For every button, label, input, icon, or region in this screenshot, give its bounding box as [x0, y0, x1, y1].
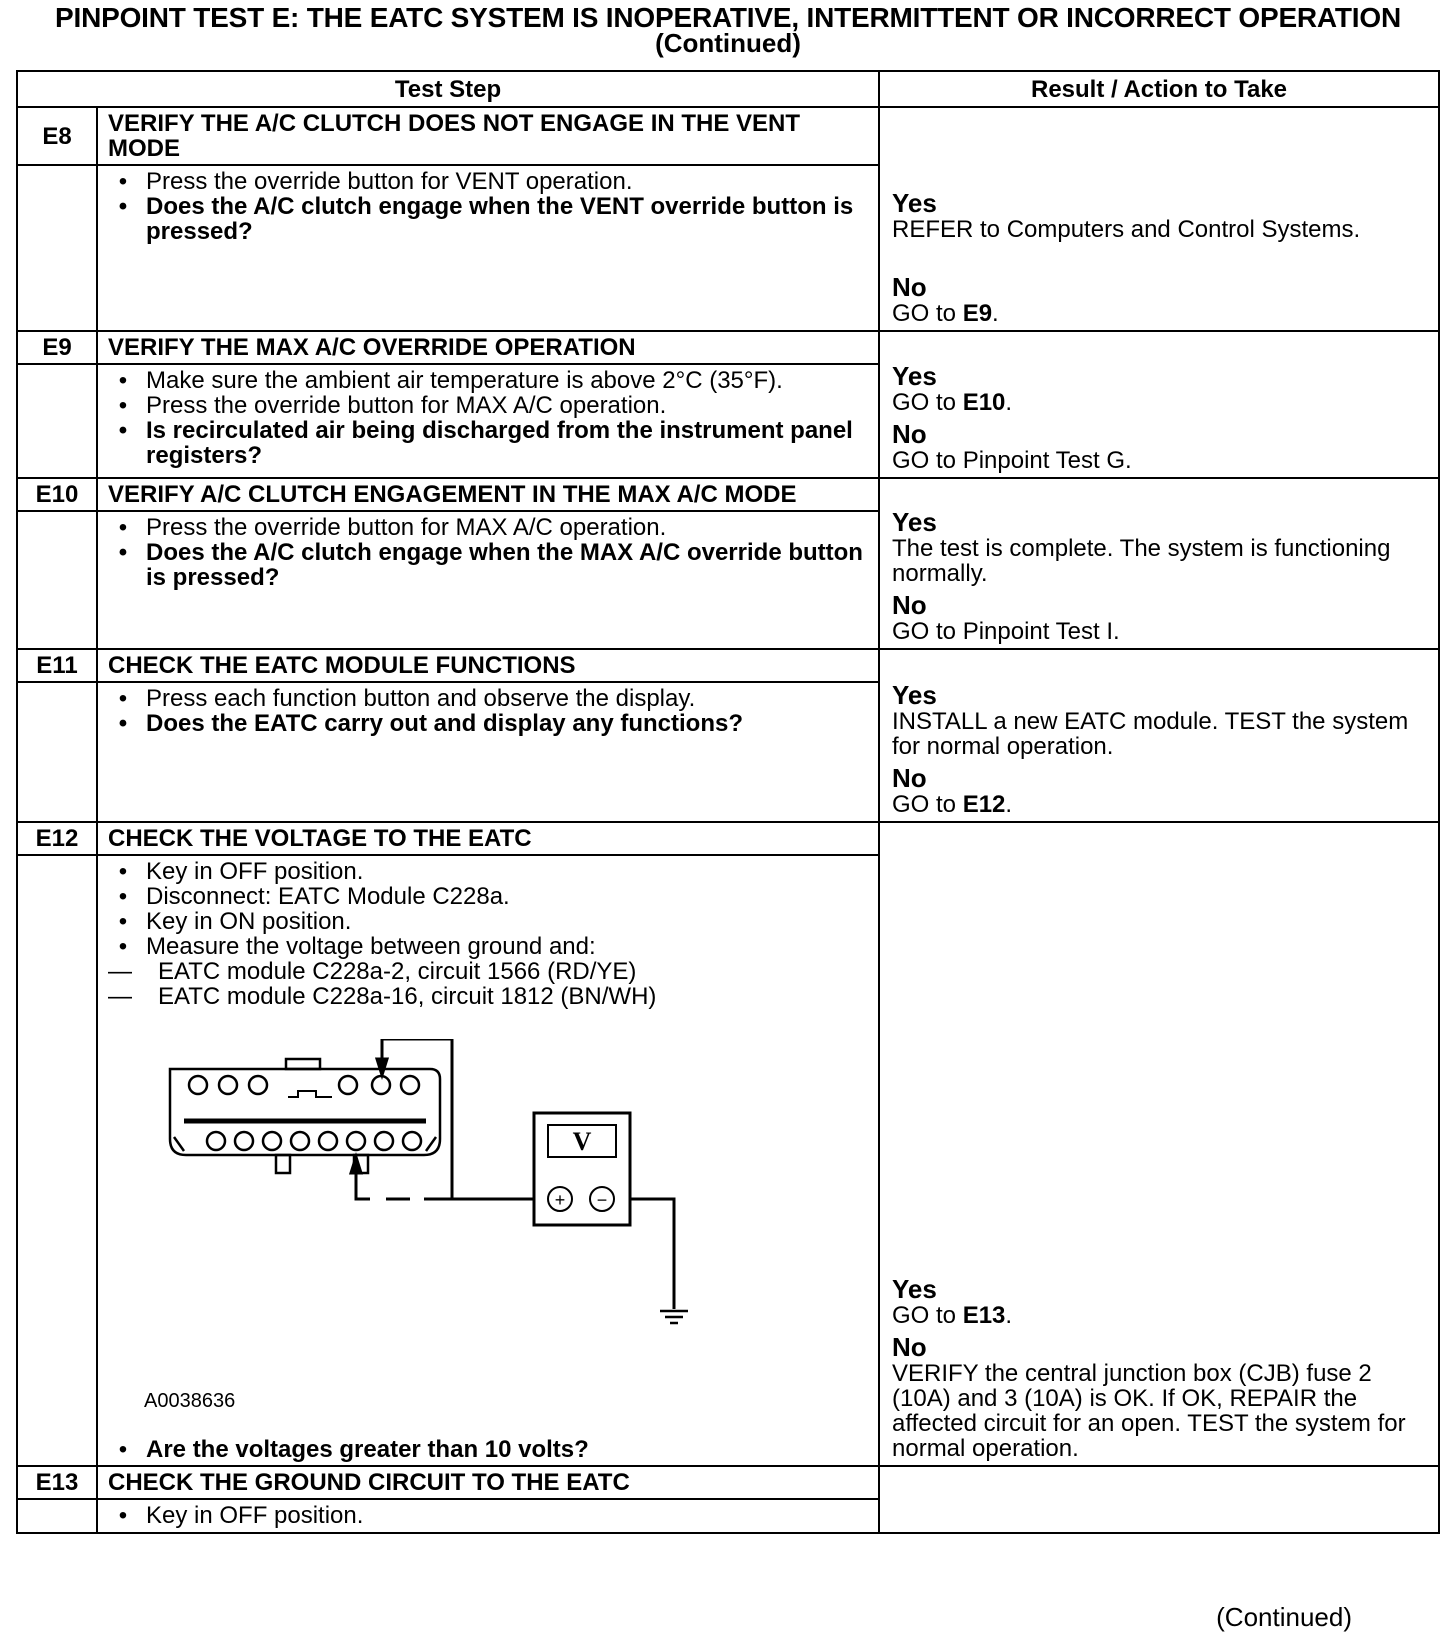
- table-header-row: [17, 71, 1439, 107]
- step-reference: E9: [962, 300, 993, 327]
- step-e13-title-row: [17, 1466, 1439, 1499]
- no-label: No: [892, 763, 927, 793]
- step-body: [97, 511, 879, 649]
- step-title: CHECK THE VOLTAGE TO THE EATC: [97, 822, 879, 855]
- step-id: E11: [17, 649, 97, 682]
- list-item: • Measure the voltage between ground and:: [146, 934, 868, 959]
- pinpoint-test-table: [16, 70, 1440, 1534]
- step-e9-result: [879, 331, 1439, 478]
- list-item: • Key in ON position.: [146, 909, 868, 934]
- connector-voltmeter-illustration: [148, 1039, 708, 1399]
- voltmeter-label: V: [572, 1127, 592, 1156]
- negative-terminal: −: [596, 1190, 608, 1210]
- step-e9-title-row: [17, 331, 1439, 364]
- step-reference: E13: [962, 1302, 1006, 1329]
- yes-label: Yes: [892, 361, 937, 391]
- list-item: — EATC module C228a-2, circuit 1566 (RD/YE): [158, 959, 868, 984]
- step-title: VERIFY THE MAX A/C OVERRIDE OPERATION: [97, 331, 879, 364]
- step-title: CHECK THE GROUND CIRCUIT TO THE EATC: [97, 1466, 879, 1499]
- list-item: • Key in OFF position.: [146, 1503, 868, 1528]
- step-body: [97, 165, 879, 331]
- page-title: PINPOINT TEST E: THE EATC SYSTEM IS INOPERATIVE, INTERMITTENT OR INCORRECT OPERATION: [55, 2, 1401, 33]
- step-body: [97, 364, 879, 478]
- step-id: E9: [17, 331, 97, 364]
- no-label: No: [892, 419, 927, 449]
- step-e10-title-row: [17, 478, 1439, 511]
- column-header-test-step: Test Step: [17, 71, 879, 107]
- step-e8-title-row: [17, 107, 1439, 165]
- figure-code: A0038636: [144, 1390, 236, 1412]
- step-question: • Is recirculated air being discharged from the instrument panel registers?: [146, 418, 868, 468]
- no-action: GO to Pinpoint Test G.: [892, 447, 1132, 474]
- connector-c228a-icon: [170, 1059, 440, 1173]
- no-action: GO to Pinpoint Test I.: [892, 618, 1120, 645]
- list-item: — EATC module C228a-16, circuit 1812 (BN/WH): [158, 984, 868, 1009]
- no-label: No: [892, 272, 927, 302]
- yes-action: GO to E13.: [892, 1302, 1013, 1329]
- list-item: • Press each function button and observe the display.: [146, 686, 868, 711]
- step-id: E8: [17, 107, 97, 165]
- step-e11-result: [879, 649, 1439, 822]
- yes-action: GO to E10.: [892, 389, 1013, 416]
- step-question: • Does the EATC carry out and display any functions?: [146, 711, 868, 736]
- yes-label: Yes: [892, 507, 937, 537]
- step-e13-result: [879, 1466, 1439, 1533]
- no-action: VERIFY the central junction box (CJB) fuse 2 (10A) and 3 (10A) is OK. If OK, REPAIR the affected circuit for an open. TEST the system for normal operation.: [892, 1360, 1406, 1462]
- page-subtitle: (Continued): [655, 28, 801, 58]
- list-item: • Press the override button for MAX A/C operation.: [146, 393, 868, 418]
- step-e12-result: [879, 822, 1439, 1466]
- no-action: GO to E9.: [892, 300, 999, 327]
- yes-label: Yes: [892, 1274, 937, 1304]
- step-question: • Does the A/C clutch engage when the VENT override button is pressed?: [146, 194, 868, 244]
- step-id: E13: [17, 1466, 97, 1499]
- list-item: • Press the override button for MAX A/C operation.: [146, 515, 868, 540]
- list-item: • Press the override button for VENT operation.: [146, 169, 868, 194]
- column-header-result: Result / Action to Take: [879, 71, 1439, 107]
- step-title: VERIFY A/C CLUTCH ENGAGEMENT IN THE MAX A/C MODE: [97, 478, 879, 511]
- no-label: No: [892, 1332, 927, 1362]
- positive-terminal: +: [554, 1190, 566, 1210]
- step-body: [97, 1499, 879, 1533]
- footer-continued: (Continued): [1216, 1602, 1352, 1632]
- yes-action: The test is complete. The system is functioning normally.: [892, 535, 1391, 587]
- step-body: [97, 682, 879, 822]
- list-item: • Key in OFF position.: [146, 859, 868, 884]
- step-id: E10: [17, 478, 97, 511]
- step-body: [97, 855, 879, 1466]
- list-item: • Disconnect: EATC Module C228a.: [146, 884, 868, 909]
- ground-symbol-icon: [660, 1311, 688, 1323]
- step-title: VERIFY THE A/C CLUTCH DOES NOT ENGAGE IN THE VENT MODE: [97, 107, 879, 165]
- step-id: E12: [17, 822, 97, 855]
- step-question: • Does the A/C clutch engage when the MAX A/C override button is pressed?: [146, 540, 868, 590]
- step-reference: E10: [962, 389, 1006, 416]
- step-e10-result: [879, 478, 1439, 649]
- voltmeter-icon: [534, 1113, 630, 1225]
- yes-label: Yes: [892, 680, 937, 710]
- yes-action: INSTALL a new EATC module. TEST the system for normal operation.: [892, 708, 1409, 760]
- step-e11-title-row: [17, 649, 1439, 682]
- yes-action: REFER to Computers and Control Systems.: [892, 216, 1361, 243]
- yes-label: Yes: [892, 188, 937, 218]
- list-item: • Make sure the ambient air temperature is above 2°C (35°F).: [146, 368, 868, 393]
- step-e8-result: [879, 107, 1439, 331]
- voltage-test-diagram: [108, 1009, 868, 1429]
- step-e12-title-row: [17, 822, 1439, 855]
- no-label: No: [892, 590, 927, 620]
- step-question: • Are the voltages greater than 10 volts?: [108, 1437, 868, 1462]
- no-action: GO to E12.: [892, 791, 1013, 818]
- step-reference: E12: [962, 791, 1006, 818]
- step-title: CHECK THE EATC MODULE FUNCTIONS: [97, 649, 879, 682]
